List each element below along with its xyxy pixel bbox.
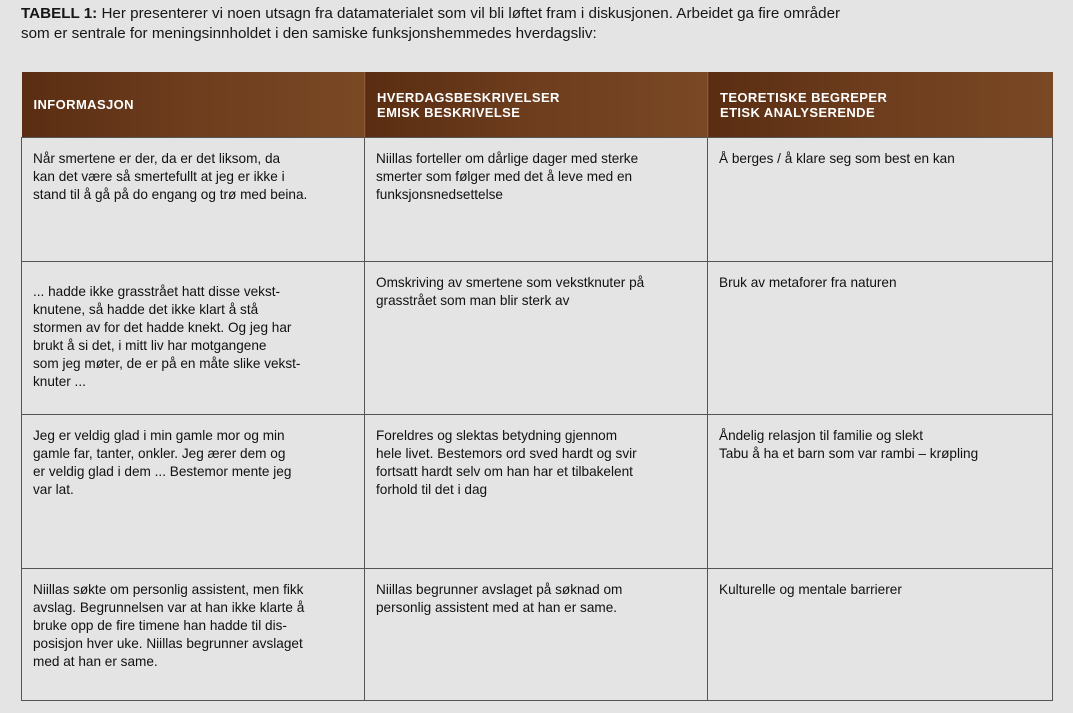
cell-line: som jeg møter, de er på en måte slike vekst- xyxy=(33,356,301,371)
cell-line: Kulturelle og mentale barrierer xyxy=(719,582,902,597)
caption-text-line-2: som er sentrale for meningsinnholdet i den samiske funksjonshemmedes hverdagsliv: xyxy=(21,25,597,42)
cell-line: knuter ... xyxy=(33,374,86,389)
cell-line: stand til å gå på do engang og trø med beina. xyxy=(33,187,308,202)
table-row xyxy=(22,138,1053,262)
cell-line: bruke opp de fire timene han hadde til dis- xyxy=(33,618,287,633)
cell-line: grasstrået som man blir sterk av xyxy=(376,293,570,308)
cell-line: Niillas forteller om dårlige dager med sterke xyxy=(376,151,639,166)
cell-hverdagsbeskrivelse xyxy=(365,138,708,262)
cell-hverdagsbeskrivelse xyxy=(365,569,708,701)
cell-line: Åndelig relasjon til familie og slekt xyxy=(719,428,924,443)
table-row xyxy=(22,415,1053,569)
cell-line: stormen av for det hadde knekt. Og jeg har xyxy=(33,320,292,335)
table-row xyxy=(22,569,1053,701)
cell-line: med at han er same. xyxy=(33,654,158,669)
cell-line: Når smertene er der, da er det liksom, da xyxy=(33,151,281,166)
header-teoretiske-begreper-line-1: TEORETISKE BEGREPER xyxy=(720,89,888,105)
table-header-row xyxy=(22,72,1053,138)
cell-line: er veldig glad i dem ... Bestemor mente jeg xyxy=(33,464,292,479)
cell-line: posisjon hver uke. Niillas begrunner avslaget xyxy=(33,636,303,651)
cell-line: fortsatt hardt selv om han har et tilbakelent xyxy=(376,464,633,479)
cell-line: kan det være så smertefullt at jeg er ikke i xyxy=(33,169,285,184)
header-informasjon xyxy=(22,72,365,138)
cell-line: Omskriving av smertene som vekstknuter på xyxy=(376,275,645,290)
cell-teoretisk-begrep xyxy=(708,569,1053,701)
header-teoretiske-begreper xyxy=(708,72,1053,138)
cell-informasjon xyxy=(22,138,365,262)
cell-line: hele livet. Bestemors ord sved hardt og svir xyxy=(376,446,637,461)
cell-line: smerter som følger med det å leve med en xyxy=(376,169,633,184)
cell-informasjon xyxy=(22,569,365,701)
cell-line: ... hadde ikke grasstrået hatt disse vekst- xyxy=(33,284,281,299)
table-caption xyxy=(21,4,1056,44)
cell-line: Jeg er veldig glad i min gamle mor og min xyxy=(33,428,285,443)
cell-line: Foreldres og slektas betydning gjennom xyxy=(376,428,618,443)
cell-hverdagsbeskrivelse xyxy=(365,415,708,569)
header-informasjon-line: INFORMASJON xyxy=(33,97,134,112)
cell-line: funksjonsnedsettelse xyxy=(376,187,503,202)
cell-line: Niillas søkte om personlig assistent, men fikk xyxy=(33,582,304,597)
cell-line: knutene, så hadde det ikke klart å stå xyxy=(33,302,259,317)
caption-text-line-1: Her presenterer vi noen utsagn fra datamaterialet som vil bli løftet fram i diskusjonen. Arbeidet ga fire områder xyxy=(101,5,841,22)
cell-line: personlig assistent med at han er same. xyxy=(376,600,618,615)
cell-line: gamle far, tanter, onkler. Jeg ærer dem og xyxy=(33,446,286,461)
data-table xyxy=(21,72,1053,701)
cell-line: forhold til det i dag xyxy=(376,482,488,497)
cell-line: var lat. xyxy=(33,482,74,497)
cell-teoretisk-begrep xyxy=(708,262,1053,415)
header-teoretiske-begreper-line-2: ETISK ANALYSERENDE xyxy=(720,104,876,120)
cell-line: avslag. Begrunnelsen var at han ikke klarte å xyxy=(33,600,305,615)
header-hverdagsbeskrivelser-line-1: HVERDAGSBESKRIVELSER xyxy=(377,89,560,105)
cell-informasjon xyxy=(22,415,365,569)
table-row xyxy=(22,262,1053,415)
cell-teoretisk-begrep xyxy=(708,138,1053,262)
header-hverdagsbeskrivelser-line-2: EMISK BESKRIVELSE xyxy=(377,104,521,120)
cell-line: Å berges / å klare seg som best en kan xyxy=(719,151,955,166)
cell-line: brukt å si det, i mitt liv har motgangene xyxy=(33,338,267,353)
cell-line: Tabu å ha et barn som var rambi – krøpling xyxy=(719,446,979,461)
cell-informasjon xyxy=(22,262,365,415)
cell-hverdagsbeskrivelse xyxy=(365,262,708,415)
caption-label: TABELL 1: xyxy=(21,5,98,22)
cell-line: Niillas begrunner avslaget på søknad om xyxy=(376,582,623,597)
cell-line: Bruk av metaforer fra naturen xyxy=(719,275,897,290)
cell-teoretisk-begrep xyxy=(708,415,1053,569)
header-hverdagsbeskrivelser xyxy=(365,72,708,138)
